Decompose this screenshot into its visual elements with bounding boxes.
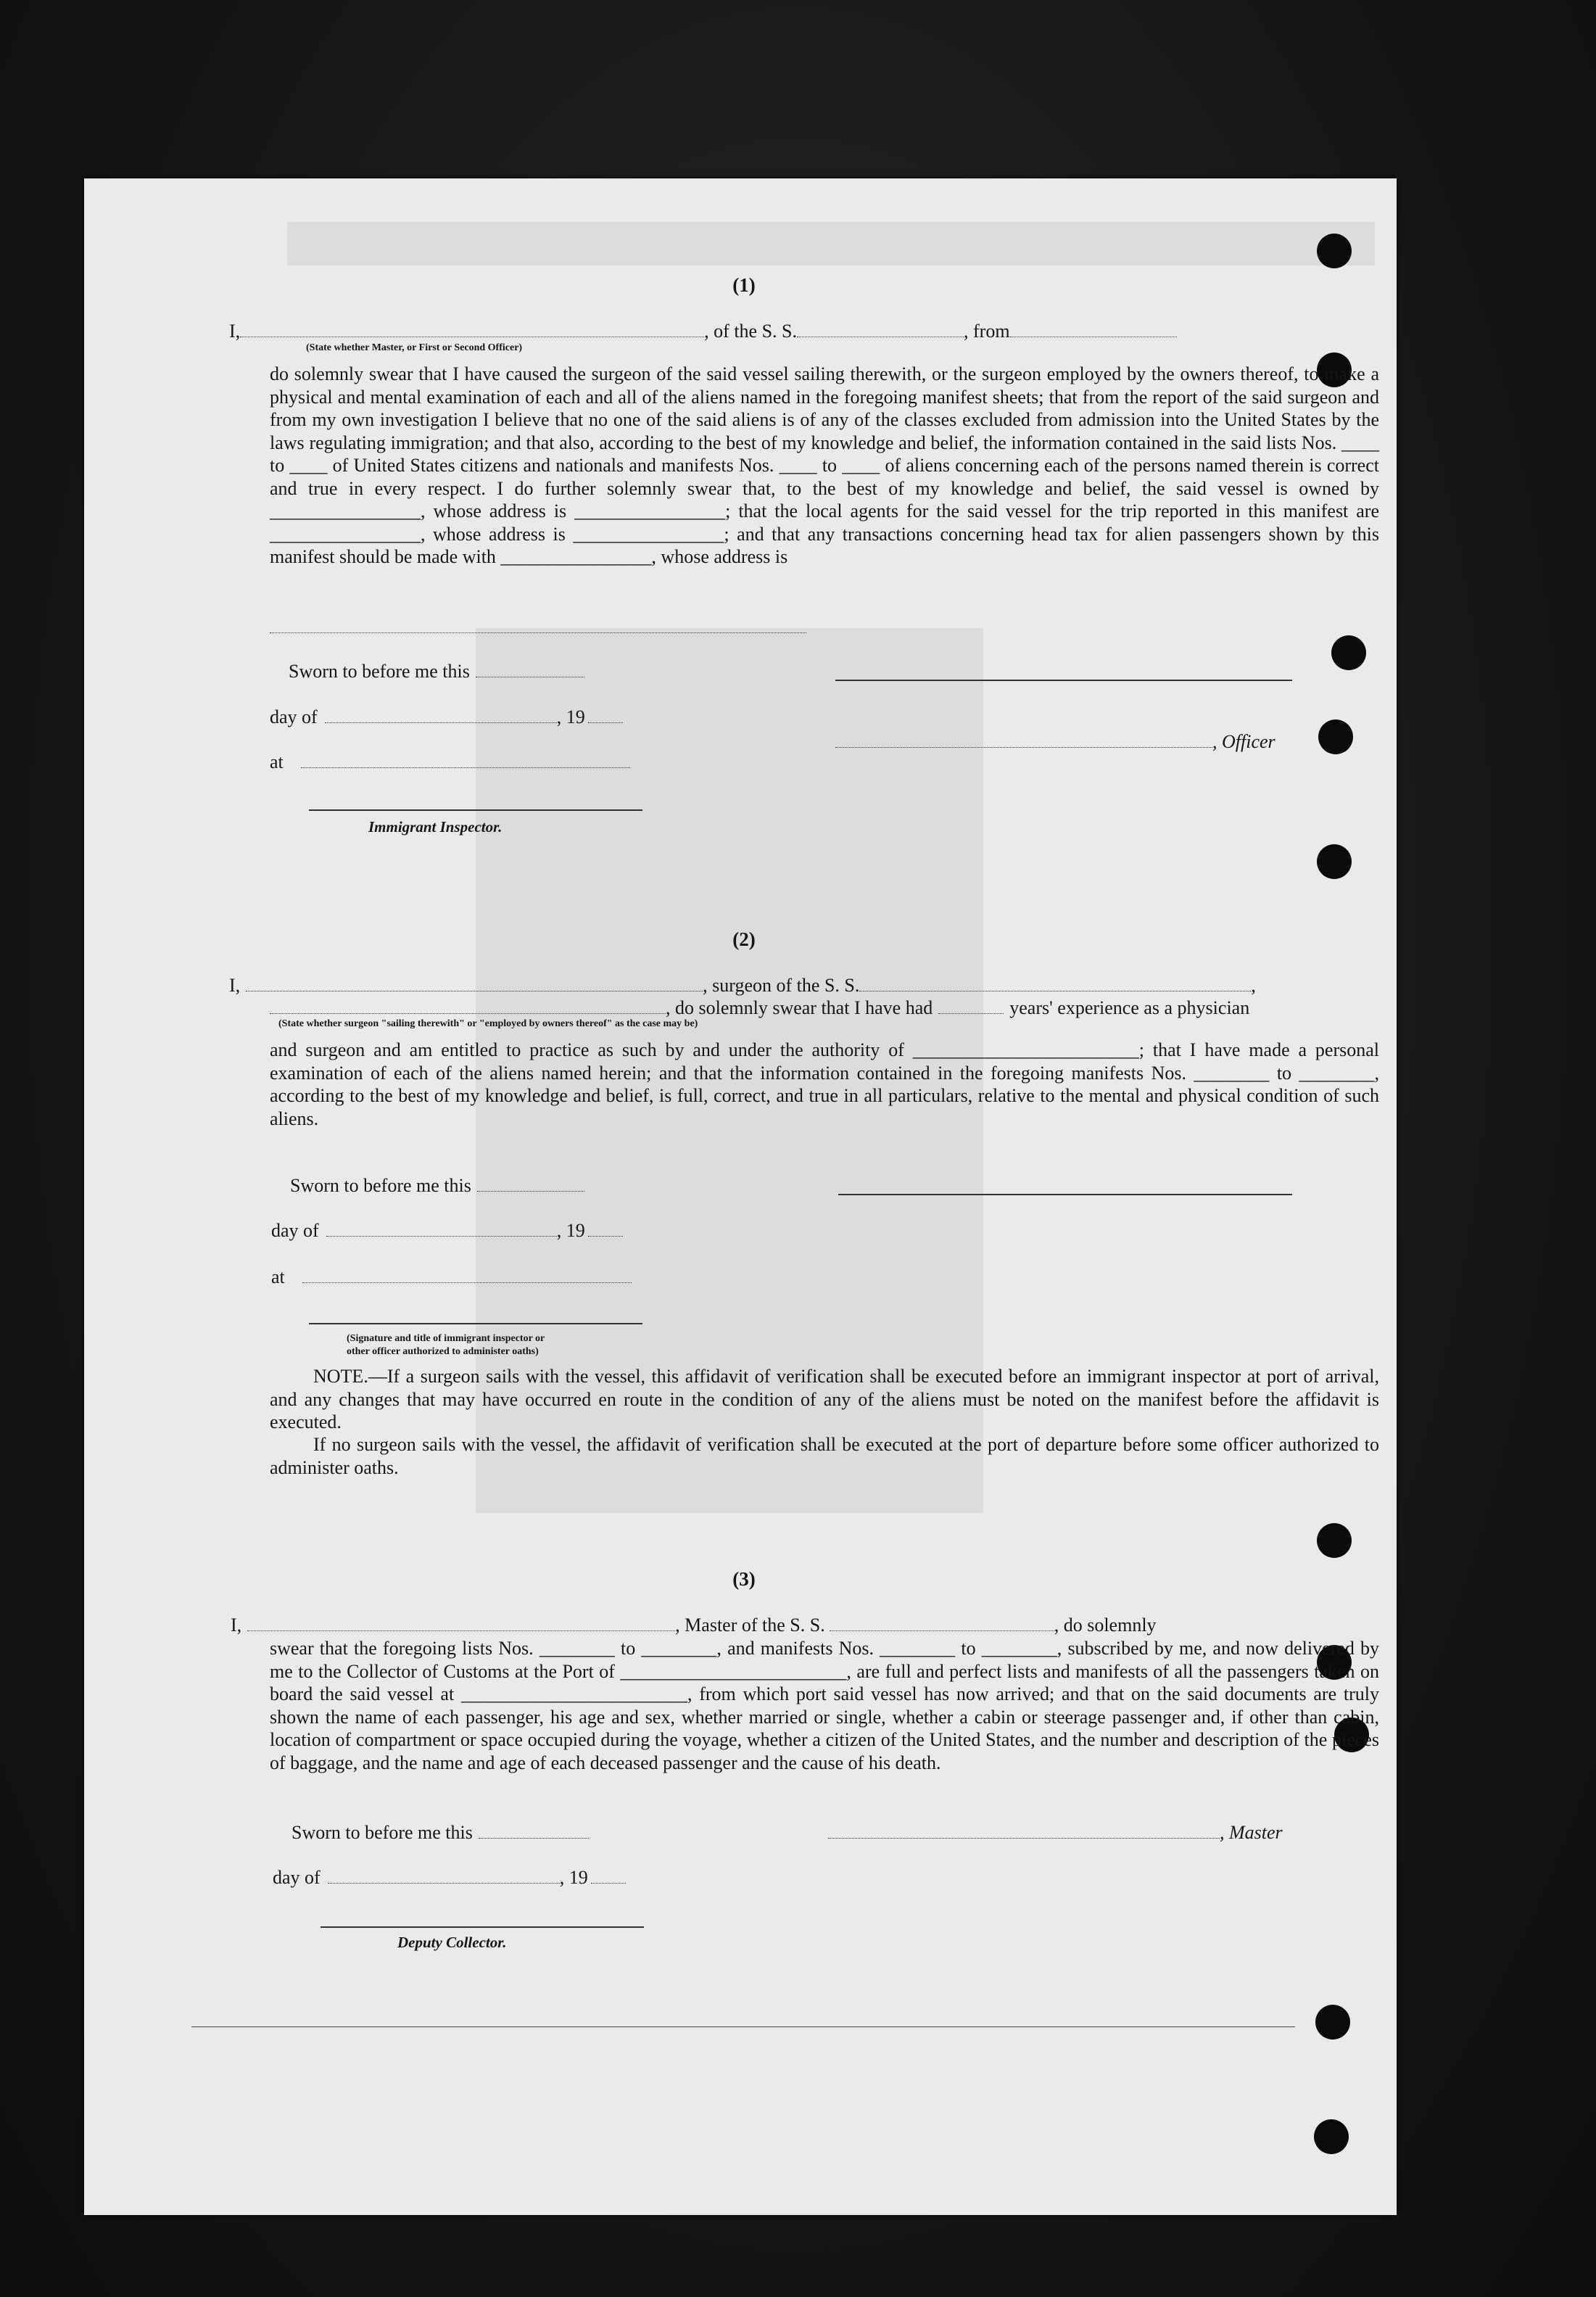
section-1-line-1 <box>229 321 1177 342</box>
section-2-surgeon-note: (State whether surgeon "sailing therewith" or "employed by owners thereof" as the case may be) <box>278 1018 698 1029</box>
section-2-day-of: day of , 19 <box>271 1220 623 1242</box>
section-3-collector-label: Deputy Collector. <box>397 1934 507 1951</box>
section-2-sig-note-2: other officer authorized to administer oaths) <box>347 1346 539 1357</box>
punch-hole <box>1318 719 1353 754</box>
section-1-day-of: day of , 19 <box>270 706 623 728</box>
section-1-from-label: , from <box>964 321 1010 342</box>
section-3-oath-paragraph: swear that the foregoing lists Nos. ________ to ________, and manifests Nos. ________ to ________, subscribed by me, and now delivered by me to the Collector of Customs at the Port of ________________________, are full and perfect lists and manifests of all the passengers taken on board the said vessel at ________________________, from which port said vessel has now arrived; and that on the said documents are truly shown the name of each passenger, his age and sex, whether married or single, whether a cabin or steerage passenger and, if other than cabin, location of compartment or space occupied during the voyage, whether a citizen of the United States, and the number and description of the pieces of baggage, and the name and age of each deceased passenger and the cause of his death. <box>270 1638 1379 1773</box>
section-2-line-2: , do solemnly swear that I have had years' experience as a physician <box>270 997 1249 1019</box>
bleed-through <box>287 222 1375 265</box>
section-3-master <box>828 1822 1283 1844</box>
punch-hole <box>1317 234 1352 268</box>
section-2-signature-title-line <box>309 1323 642 1324</box>
section-2-note <box>270 1365 1379 1434</box>
section-1-ss-label: , of the S. S. <box>704 321 798 342</box>
section-3-sworn: Sworn to before me this <box>292 1822 589 1844</box>
section-1-number: (1) <box>732 274 756 296</box>
manifest-back-page <box>84 178 1397 2215</box>
section-2-signature-line <box>838 1194 1292 1195</box>
punch-hole <box>1331 635 1366 670</box>
punch-hole <box>1314 2119 1349 2154</box>
section-2-sworn: Sworn to before me this <box>290 1175 584 1197</box>
section-2-sig-note-1: (Signature and title of immigrant inspector or <box>347 1333 545 1344</box>
section-1-inspector-line <box>309 809 642 811</box>
punch-hole <box>1317 844 1352 879</box>
section-1-signature-line <box>835 680 1292 681</box>
section-2-oath-paragraph: and surgeon and am entitled to practice as such by and under the authority of ________________________; that I have made a personal examination of each of the aliens named herein; and that the information contained in the foregoing manifests Nos. ________ to ________, according to the best of my knowledge and belief, is full, correct, and true in all particulars, relative to the mental and physical condition of such aliens. <box>270 1039 1379 1129</box>
section-3-day-of: day of , 19 <box>273 1867 626 1889</box>
section-1-sworn: Sworn to before me this <box>289 661 584 682</box>
section-3-number: (3) <box>732 1568 756 1590</box>
section-1-i: I, <box>229 321 241 342</box>
section-2-line-1: I, , surgeon of the S. S. , <box>229 975 1256 996</box>
section-3-collector-line <box>321 1926 644 1928</box>
section-1-officer <box>835 731 1275 753</box>
bottom-rule <box>191 2026 1295 2027</box>
punch-hole <box>1315 2005 1350 2040</box>
section-1-inspector-label: Immigrant Inspector. <box>368 818 503 836</box>
section-3-master-label: , Master <box>1220 1822 1283 1843</box>
note-text: —If a surgeon sails with the vessel, this affidavit of verification shall be executed before an immigrant inspector at port of arrival, and any changes that may have occurred en route in the condition of any of the aliens must be noted on the manifest before the affidavit is executed. <box>270 1366 1379 1432</box>
section-1-officer-note: (State whether Master, or First or Second Officer) <box>306 342 523 353</box>
note-label: NOTE. <box>313 1366 368 1387</box>
punch-hole <box>1317 1523 1352 1558</box>
section-2-number: (2) <box>732 928 756 950</box>
section-1-officer-label: , Officer <box>1212 731 1275 752</box>
section-1-address-line <box>270 632 806 633</box>
section-1-oath-paragraph: do solemnly swear that I have caused the surgeon of the said vessel sailing therewith, or the surgeon employed by the owners thereof, to make a physical and mental examination of each and all of the aliens named in the foregoing manifest sheets; that from the report of the said surgeon and from my own investigation I believe that no one of the said aliens is of any of the classes excluded from admission into the United States by the laws regulating immigration; and that also, according to the best of my knowledge and belief, the information contained in the said lists Nos. ____ to ____ of United States citizens and nationals and manifests Nos. ____ to ____ of aliens concerning each of the persons named therein is correct and true in every respect. I do further solemnly swear that, to the best of my knowledge and belief, the said vessel is owned by ________________, whose address is ________________; that the local agents for the said vessel for the trip reported in this manifest are ________________, whose address is ________________; and that any transactions concerning head tax for alien passengers shown by this manifest should be made with ________________, whose address is <box>270 363 1379 567</box>
section-3-line-1: I, , Master of the S. S. , do solemnly <box>231 1615 1157 1636</box>
section-2-at: at <box>271 1266 632 1288</box>
section-1-at: at <box>270 751 630 773</box>
section-2-note-2: If no surgeon sails with the vessel, the affidavit of verification shall be executed at the port of departure before some officer authorized to administer oaths. <box>270 1434 1379 1478</box>
